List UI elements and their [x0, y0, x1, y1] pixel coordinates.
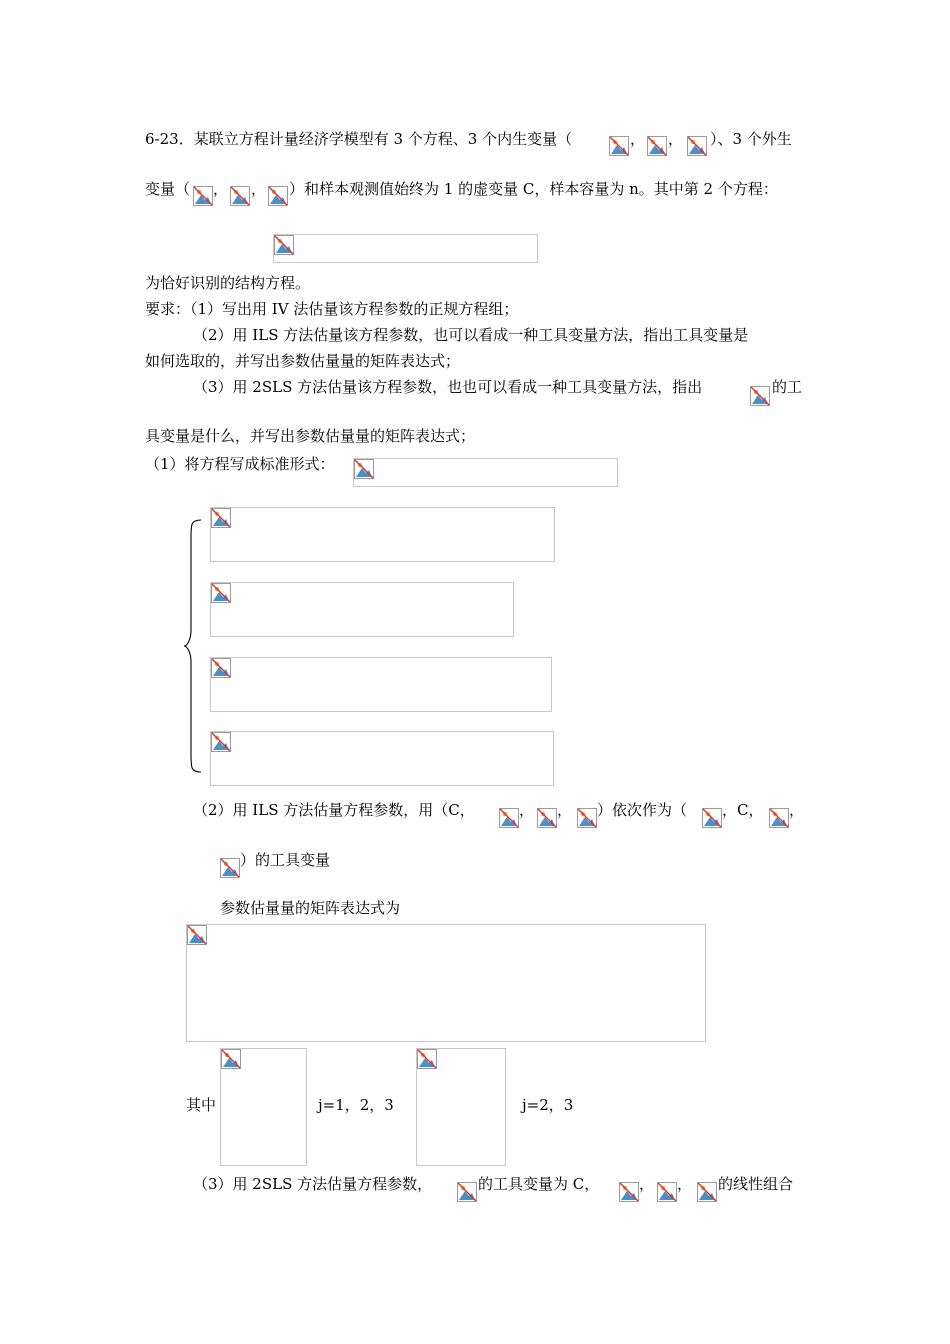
index-range-2: j=2，3: [522, 1096, 574, 1114]
broken-image-icon: [537, 808, 557, 832]
comma: ，: [213, 180, 229, 198]
broken-image-icon: [417, 1049, 437, 1073]
broken-image-icon: [221, 1049, 241, 1073]
comma: ，: [668, 130, 684, 148]
comma: ，: [630, 130, 646, 148]
broken-image-icon: [687, 136, 707, 160]
broken-image-icon: [609, 136, 629, 160]
answer-line-1: （1）将方程写成标准形式：: [145, 455, 335, 473]
broken-image-icon: [647, 136, 667, 160]
equation-image-frame: [210, 582, 514, 637]
matrix-image-frame: [220, 1048, 307, 1166]
broken-image-icon: [220, 858, 240, 882]
matrix-image-frame: [186, 924, 706, 1042]
comma: ，: [557, 801, 573, 819]
answer-line-4b: 的工具变量为 C，: [478, 1175, 600, 1193]
broken-image-icon: [211, 658, 231, 682]
broken-image-icon: [193, 186, 213, 210]
problem-line-7a: （3）用 2SLS 方法估量该方程参数，也也可以看成一种工具变量方法，指出: [193, 378, 703, 396]
answer-line-2a: （2）用 ILS 方法估量方程参数，用（C，: [193, 801, 475, 819]
where-label: 其中: [186, 1096, 217, 1114]
broken-image-icon: [274, 235, 294, 259]
index-range-1: j=1，2，3: [318, 1096, 394, 1114]
comma: ，: [519, 801, 535, 819]
answer-line-2d: ）的工具变量: [240, 851, 331, 869]
problem-line-8: 具变量是什么，并写出参数估量量的矩阵表达式；: [145, 427, 476, 445]
problem-line-3: 为恰好识别的结构方程。: [145, 274, 311, 292]
broken-image-icon: [230, 186, 250, 210]
problem-line-4: 要求：（1）写出用 IV 法估量该方程参数的正规方程组；: [145, 300, 519, 318]
answer-line-2b: ）依次作为（: [597, 801, 688, 819]
comma: ，: [639, 1175, 655, 1193]
answer-line-4c: 的线性组合: [718, 1175, 794, 1193]
broken-image-icon: [769, 808, 789, 832]
broken-image-icon: [268, 186, 288, 210]
problem-line-1b: ）、3 个外生: [710, 130, 792, 148]
broken-image-icon: [657, 1182, 677, 1206]
equation-image-frame: [210, 507, 555, 562]
answer-line-2c: ，C，: [722, 801, 764, 819]
comma: ，: [677, 1175, 693, 1193]
problem-line-5: （2）用 ILS 方法估量该方程参数，也可以看成一种工具变量方法，指出工具变量是: [193, 326, 749, 344]
problem-line-2a: 变量（: [145, 180, 191, 198]
broken-image-icon: [702, 808, 722, 832]
broken-image-icon: [499, 808, 519, 832]
broken-image-icon: [750, 386, 770, 410]
broken-image-icon: [457, 1182, 477, 1206]
broken-image-icon: [211, 508, 231, 532]
left-brace-icon: [183, 518, 205, 774]
broken-image-icon: [619, 1182, 639, 1206]
matrix-image-frame: [416, 1048, 506, 1166]
problem-line-2b: ）和样本观测值始终为 1 的虚变量 C，样本容量为 n。其中第 2 个方程：: [289, 180, 778, 198]
equation-image-frame: [210, 657, 552, 712]
comma: ，: [251, 180, 267, 198]
answer-line-4a: （3）用 2SLS 方法估量方程参数，: [193, 1175, 433, 1193]
problem-line-7b: 的工: [772, 378, 803, 396]
problem-line-6: 如何选取的，并写出参数估量量的矩阵表达式；: [145, 352, 461, 370]
broken-image-icon: [577, 808, 597, 832]
equation-image-frame: [273, 234, 538, 263]
broken-image-icon: [697, 1182, 717, 1206]
broken-image-icon: [187, 925, 207, 949]
equation-image-frame: [210, 731, 554, 786]
broken-image-icon: [354, 459, 374, 483]
broken-image-icon: [211, 732, 231, 756]
broken-image-icon: [211, 583, 231, 607]
comma: ，: [789, 801, 805, 819]
equation-image-frame: [353, 458, 618, 487]
answer-line-3: 参数估量量的矩阵表达式为: [220, 899, 401, 917]
problem-line-1a: 6-23．某联立方程计量经济学模型有 3 个方程、3 个内生变量（: [145, 130, 573, 148]
